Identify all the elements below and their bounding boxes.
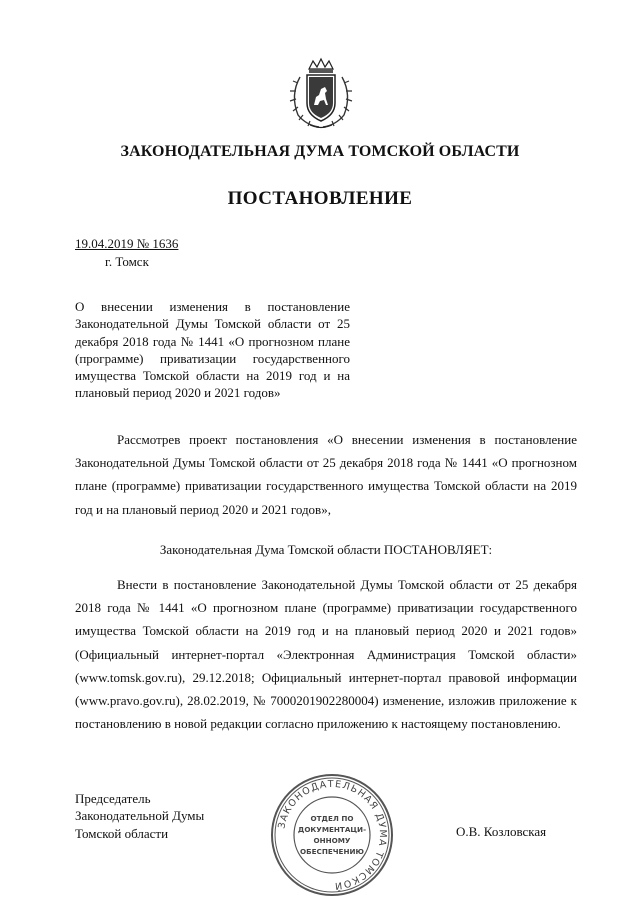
date-and-number: 19.04.2019 № 1636: [75, 236, 179, 251]
stamp-center-line: ОННОМУ: [313, 836, 351, 845]
organization-title: ЗАКОНОДАТЕЛЬНАЯ ДУМА ТОМСКОЙ ОБЛАСТИ: [120, 143, 520, 160]
document-subject: О внесении изменения в постановление Законодательной Думы Томской области от 25 декабря 2018 года № 1441 «О прогнозном плане (программе) приватизации государственного имущества Томской области на 2019 год и на плановый период 2020 и 2021 годов»: [75, 299, 350, 401]
coat-of-arms-icon: [286, 55, 356, 131]
stamp-center-line: ДОКУМЕНТАЦИ-: [297, 825, 367, 834]
stamp-center-line: ОБЕСПЕЧЕНИЮ: [300, 847, 364, 856]
official-stamp: [267, 770, 397, 900]
signature-position: [75, 790, 204, 842]
signer-name: О.В. Козловская: [456, 824, 547, 839]
body-paragraph-resolution-line: Законодательная Дума Томской области ПОСТАНОВЛЯЕТ:: [159, 542, 493, 557]
city: г. Томск: [105, 254, 149, 269]
body-paragraph-decision: Внести в постановление Законодательной Думы Томской области от 25 декабря 2018 года № 1441 «О прогнозном плане (программе) приватизации государственного имущества Томской области на 2019 год и на плановый период 2020 и 2021 годов» (Официальный интернет-портал «Электронная Администрация Томской области» (www.tomsk.gov.ru), 29.12.2018; Официальный интернет-портал правовой информации (www.pravo.gov.ru), 28.02.2019, № 7000201902280004) изменение, изложив приложение к постановлению в новой редакции согласно приложению к настоящему постановлению.: [75, 577, 577, 732]
signature-position-line: Председатель: [75, 791, 151, 806]
stamp-center-line: ОТДЕЛ ПО: [310, 814, 354, 823]
document-type-heading: ПОСТАНОВЛЕНИЕ: [227, 188, 413, 209]
body-paragraph-preamble: Рассмотрев проект постановления «О внесении изменения в постановление Законодательной Думы Томской области от 25 декабря 2018 года № 1441 «О прогнозном плане (программе) приватизации государственного имущества Томской области на 2019 год и на плановый период 2020 и 2021 годов»,: [75, 432, 577, 517]
signature-position-line: Томской области: [75, 825, 169, 841]
stamp-ring-text: ЗАКОНОДАТЕЛЬНАЯ ДУМА ТОМСКОЙ: [276, 778, 389, 892]
signature-position-line: Законодательной Думы: [75, 808, 205, 824]
